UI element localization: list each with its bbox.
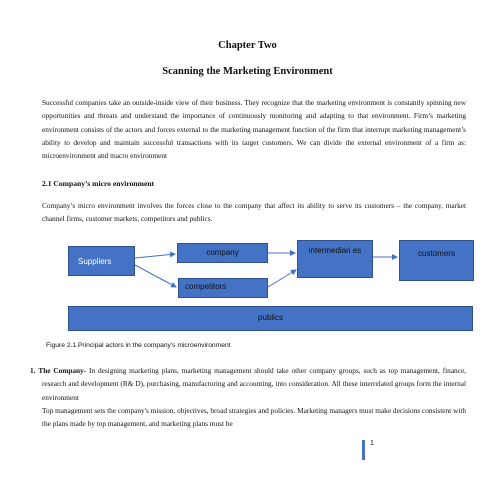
arrow-competitors-to-intermediaries	[268, 270, 296, 287]
list-number: 1.	[30, 366, 36, 375]
company-box: company	[177, 243, 268, 263]
arrow-suppliers-to-company	[135, 254, 175, 258]
list-item-text: In designing marketing plans, marketing management should take other company groups, such as top management, finance, research and development (R& D), purchasing, manufacturing and accounting, into consideration. All these interrelated groups form the internal environment	[42, 366, 467, 402]
figure-caption: Figure 2.1.Principal actors in the company's microenvironment	[46, 342, 231, 349]
subsection-heading: 2.1 Company’s micro environment	[42, 179, 155, 188]
publics-box: publics	[68, 306, 473, 331]
chapter-title: Chapter Two	[218, 40, 277, 51]
competitors-box: competitors	[178, 278, 268, 298]
page-number: 1	[362, 440, 376, 460]
list-item-lead: The Company-	[38, 366, 87, 375]
intro-paragraph: Successful companies take an outside-inside view of their business. They recognize that the marketing environment is constantly spinning new opportunities and threats and understand the importance of continuously monitoring and adapting to that environment. Firm’s marketing environment consists of the actors and forces external to the marketing management function of the firm that interrupt marketing management’s ability to develop and maintain successful transactions with its target customers. We can divide the external environment of a firm as: microenvironment and macro environment	[42, 98, 466, 161]
suppliers-box: Suppliers	[68, 246, 135, 276]
list-item-continuation: Top management sets the company's mission, objectives, broad strategies and policies. Marketing managers must make decisions consistent with the plans made by top management, and marketing plans must be	[42, 405, 466, 429]
customers-box: customers	[399, 240, 474, 281]
section-title: Scanning the Marketing Environment	[162, 66, 333, 77]
arrow-suppliers-to-competitors	[135, 265, 176, 287]
intermediaries-box: intermediari es	[297, 240, 373, 278]
list-item-company	[30, 364, 466, 430]
micro-environment-paragraph: Company’s micro environment involves the forces close to the company that affect its ability to serve its customers – the company, market channel firms, customer markets, competitors and publics.	[42, 201, 466, 224]
